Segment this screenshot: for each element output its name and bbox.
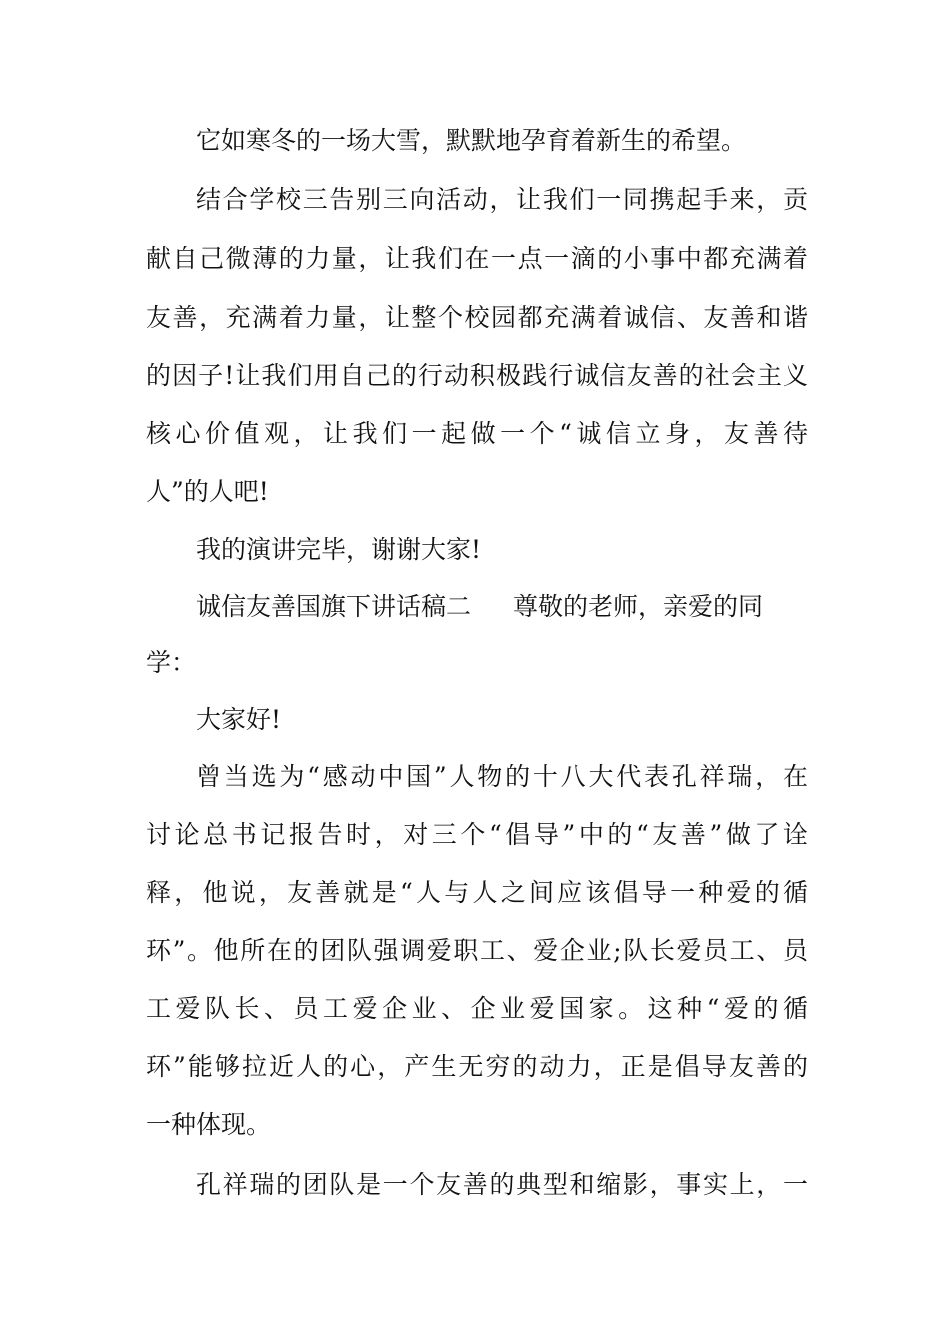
paragraph-line: 工爱队长、员工爱企业、企业爱国家。这种“爱的循	[146, 994, 808, 1023]
section-title-line	[196, 587, 808, 627]
paragraph-line: 我的演讲完毕，谢谢大家!	[196, 535, 482, 564]
paragraph-line: 讨论总书记报告时，对三个“倡导”中的“友善”做了诠	[146, 820, 808, 849]
paragraph-line: 结合学校三告别三向活动，让我们一同携起手来，贡	[196, 185, 808, 214]
paragraph-line: 一种体现。	[146, 1110, 272, 1139]
paragraph-line: 的因子!让我们用自己的行动积极践行诚信友善的社会主义	[146, 361, 808, 390]
section-title: 诚信友善国旗下讲话稿二	[196, 592, 472, 621]
paragraph-line: 环”能够拉近人的心，产生无穷的动力，正是倡导友善的	[146, 1052, 808, 1081]
paragraph-line: 学：	[146, 648, 197, 677]
paragraph-line: 核心价值观，让我们一起做一个“诚信立身，友善待	[146, 419, 808, 448]
salutation: 尊敬的老师，亲爱的同	[513, 592, 764, 621]
paragraph-line: 大家好!	[196, 705, 282, 734]
paragraph-line: 孔祥瑞的团队是一个友善的典型和缩影，事实上，一	[196, 1170, 808, 1199]
paragraph-line: 释，他说，友善就是“人与人之间应该倡导一种爱的循	[146, 878, 808, 907]
paragraph-line: 人”的人吧!	[146, 477, 269, 506]
paragraph-line: 友善，充满着力量，让整个校园都充满着诚信、友善和谐	[146, 303, 808, 332]
paragraph-line: 献自己微薄的力量，让我们在一点一滴的小事中都充满着	[146, 244, 808, 273]
paragraph-line: 它如寒冬的一场大雪，默默地孕育着新生的希望。	[196, 126, 747, 155]
paragraph-line: 环”。他所在的团队强调爱职工、爱企业;队长爱员工、员	[146, 936, 808, 965]
paragraph-line: 曾当选为“感动中国”人物的十八大代表孔祥瑞，在	[196, 762, 808, 791]
